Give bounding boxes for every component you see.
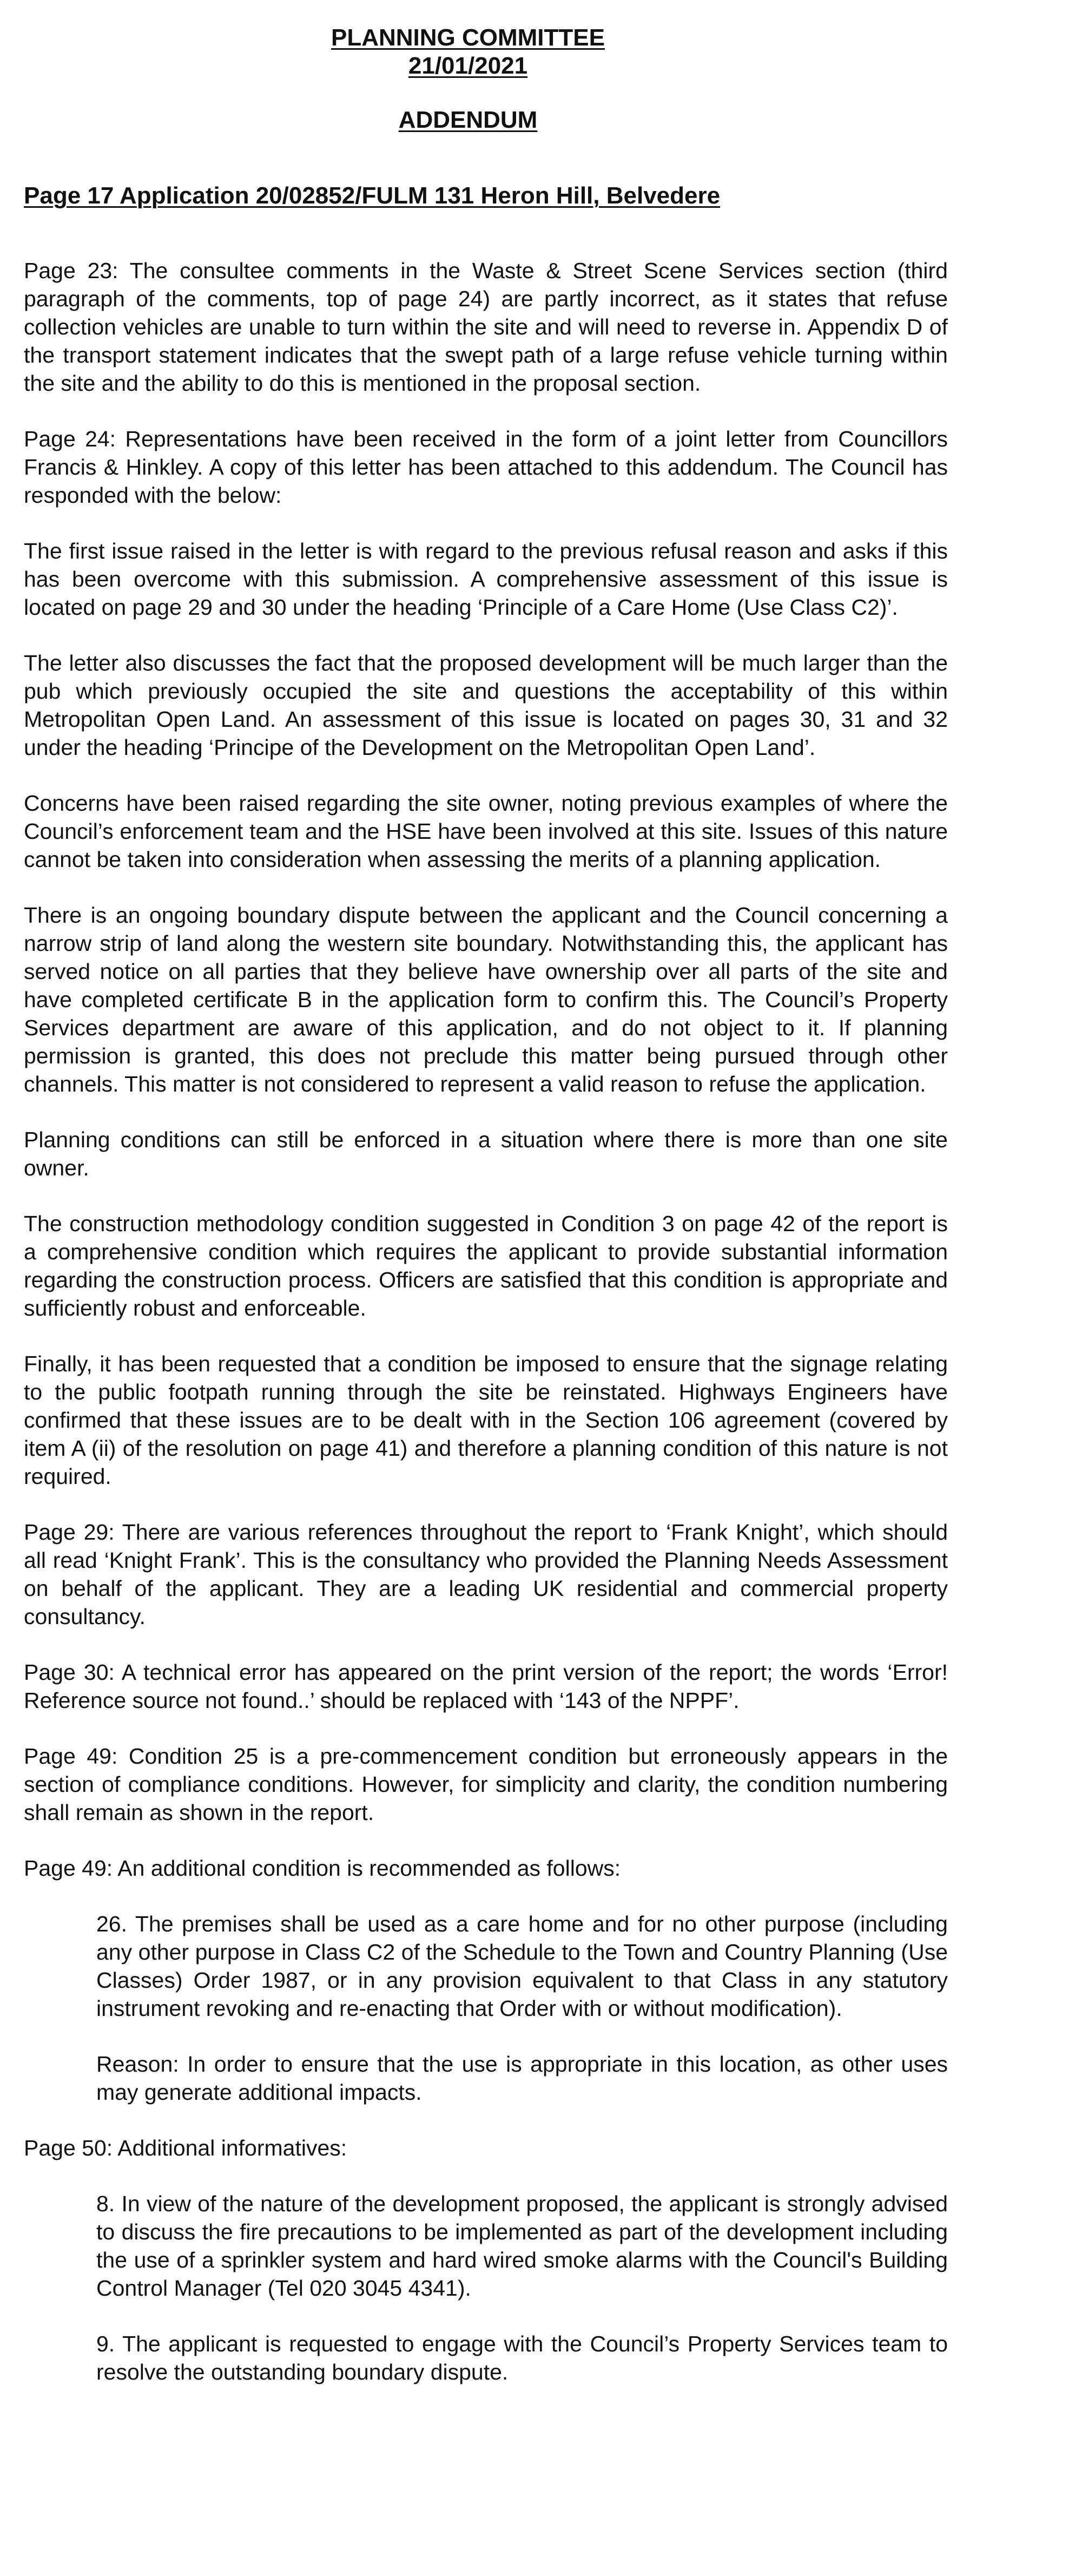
committee-title: PLANNING COMMITTEE [331,24,605,51]
informatives-intro: Page 50: Additional informatives: [24,2135,347,2160]
paragraph-refusal-reason: The first issue raised in the letter is with regard to the previous refusal reason and asks if this has been overcome with this submission. A comprehensive assessment of this issue is located on page 29 and 30 under the heading ‘Principle of a Care Home (Use Class C2)’. [24,538,948,620]
application-heading: Page 17 Application 20/02852/FULM 131 Heron Hill, Belvedere [24,182,721,209]
paragraph-site-owner: Concerns have been raised regarding the site owner, noting previous examples of where the Council’s enforcement team and the HSE have been involved at this site. Issues of this nature cannot be taken into consideration when assessing the merits of a planning application. [24,791,948,872]
paragraph-page-23: Page 23: The consultee comments in the Waste & Street Scene Services section (third paragraph of the comments, top of page 24) are partly incorrect, as it states that refuse collection vehicles are unable to turn within the site and will need to reverse in. Appendix D of the transport statement indicates that the swept path of a large refuse vehicle turning within the site and the ability to do this is mentioned in the proposal section. [24,258,948,396]
document-page [24,24,948,2414]
paragraph-construction-methodology: The construction methodology condition suggested in Condition 3 on page 42 of the report is a comprehensive condition which requires the applicant to provide substantial information regarding the construction process. Officers are satisfied that this condition is appropriate and sufficiently robust and enforceable. [24,1211,948,1320]
informative-9: 9. The applicant is requested to engage with the Council’s Property Services team to resolve the outstanding boundary dispute. [96,2331,948,2384]
paragraph-boundary-dispute: There is an ongoing boundary dispute between the applicant and the Council concerning a narrow strip of land along the western site boundary. Notwithstanding this, the applicant has served notice on all parties that they believe have ownership over all parts of the site and have completed certificate B in the application form to confirm this. The Council’s Property Services department are aware of this application, and do not object to it. If planning permission is granted, this does not preclude this matter being pursued through other channels. This matter is not considered to represent a valid reason to refuse the application. [24,903,948,1096]
paragraph-page-49-additional: Page 49: An additional condition is recommended as follows: [24,1856,621,1881]
paragraph-footpath-signage: Finally, it has been requested that a condition be imposed to ensure that the signage relating to the public footpath running through the site be reinstated. Highways Engineers have confirmed that these issues are to be dealt with in the Section 106 agreement (covered by item A (ii) of the resolution on page 41) and therefore a planning condition of this nature is not required. [24,1351,948,1489]
paragraph-metropolitan-open-land: The letter also discusses the fact that the proposed development will be much larger than the pub which previously occupied the site and questions the acceptability of this within Metropolitan Open Land. An assessment of this issue is located on pages 30, 31 and 32 under the heading ‘Principe of the Development on the Metropolitan Open Land’. [24,650,948,760]
condition-26: 26. The premises shall be used as a care home and for no other purpose (including any other purpose in Class C2 of the Schedule to the Town and Country Planning (Use Classes) Order 1987, or in any provision equivalent to that Class in any statutory instrument revoking and re-enacting that Order with or without modification). [96,1911,948,2021]
paragraph-page-49-condition-25: Page 49: Condition 25 is a pre-commencement condition but erroneously appears in the section of compliance conditions. However, for simplicity and clarity, the condition numbering shall remain as shown in the report. [24,1744,948,1825]
paragraph-planning-conditions: Planning conditions can still be enforced in a situation where there is more than one site owner. [24,1127,948,1180]
committee-date: 21/01/2021 [408,52,528,79]
document-header [24,24,948,134]
paragraph-page-24: Page 24: Representations have been received in the form of a joint letter from Councillors Francis & Hinkley. A copy of this letter has been attached to this addendum. The Council has responded with the below: [24,426,948,508]
addendum-title: ADDENDUM [398,107,538,133]
addendum-body [24,257,948,2386]
paragraph-page-30: Page 30: A technical error has appeared on the print version of the report; the words ‘Error! Reference source not found..’ should be replaced with ‘143 of the NPPF’. [24,1660,948,1713]
paragraph-page-29: Page 29: There are various references throughout the report to ‘Frank Knight’, which should all read ‘Knight Frank’. This is the consultancy who provided the Planning Needs Assessment on behalf of the applicant. They are a leading UK residential and commercial property consultancy. [24,1520,948,1629]
condition-26-reason: Reason: In order to ensure that the use is appropriate in this location, as other uses may generate additional impacts. [96,2052,948,2105]
informative-8: 8. In view of the nature of the development proposed, the applicant is strongly advised to discuss the fire precautions to be implemented as part of the development including the use of a sprinkler system and hard wired smoke alarms with the Council's Building Control Manager (Tel 020 3045 4341). [96,2191,948,2301]
